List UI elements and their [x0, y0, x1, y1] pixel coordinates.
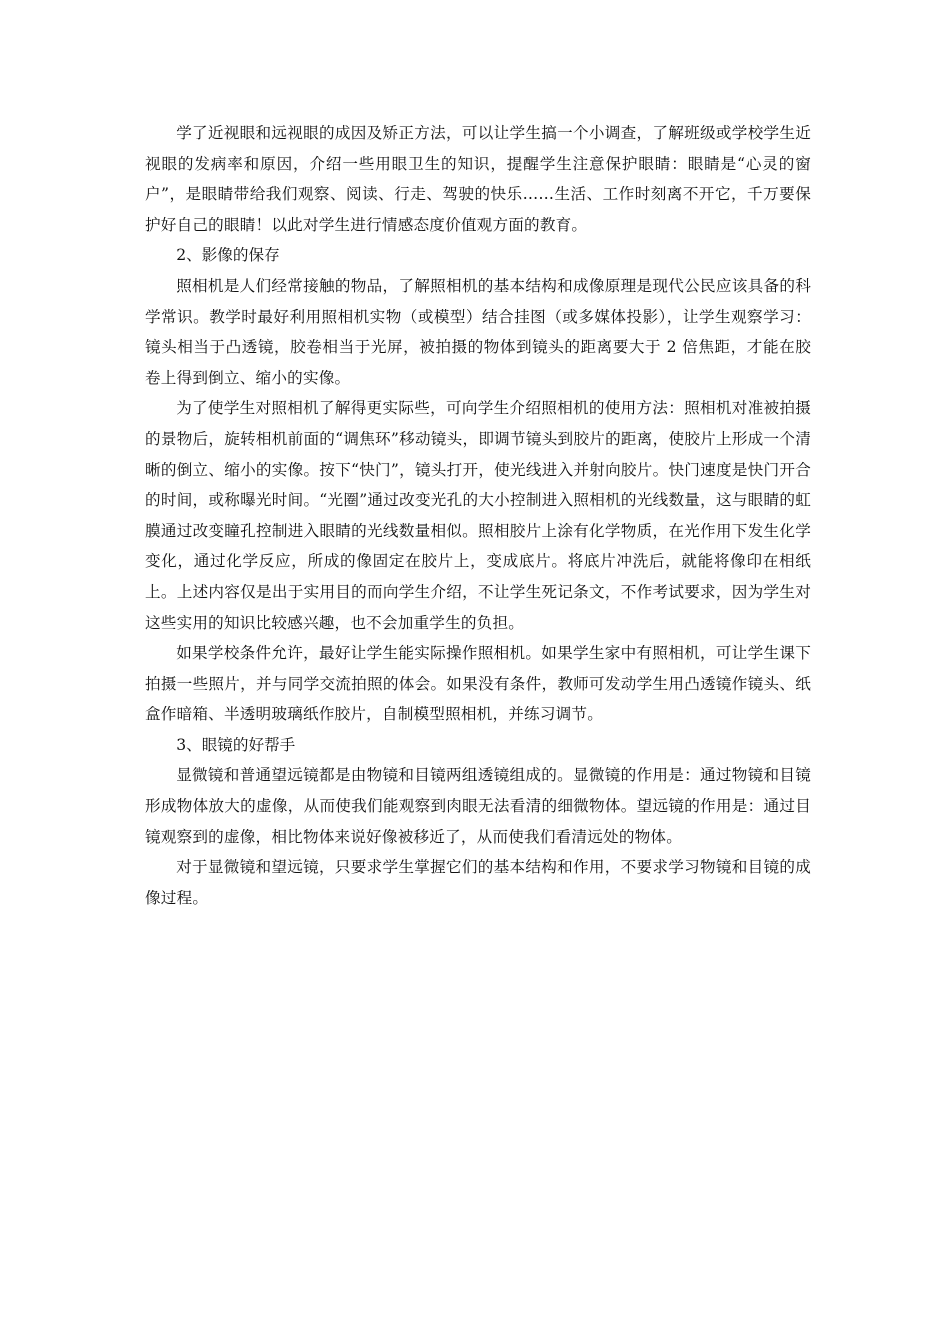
document-page	[145, 118, 811, 913]
section-heading-image-preservation: 2、影像的保存	[176, 246, 280, 265]
paragraph-camera-structure: 照相机是人们经常接触的物品，了解照相机的基本结构和成像原理是现代公民应该具备的科学常识。教学时最好利用照相机实物（或模型）结合挂图（或多媒体投影），让学生观察学习：镜头相当于凸透镜，胶卷相当于光屏，被拍摄的物体到镜头的距离要大于 2 倍焦距，才能在胶卷上得到倒立、缩小的实像。	[145, 276, 811, 387]
paragraph-microscope-telescope: 显微镜和普通望远镜都是由物镜和目镜两组透镜组成的。显微镜的作用是：通过物镜和目镜形成物体放大的虚像，从而使我们能观察到肉眼无法看清的细微物体。望远镜的作用是：通过目镜观察到的虚像，相比物体来说好像被移近了，从而使我们看清远处的物体。	[145, 766, 811, 846]
paragraph-learning-requirements: 对于显微镜和望远镜，只要求学生掌握它们的基本结构和作用，不要求学习物镜和目镜的成像过程。	[145, 858, 811, 907]
paragraph-myopia-survey: 学了近视眼和远视眼的成因及矫正方法，可以让学生搞一个小调查，了解班级或学校学生近视眼的发病率和原因，介绍一些用眼卫生的知识，提醒学生注意保护眼睛：眼睛是“心灵的窗户”，是眼睛带给我们观察、阅读、行走、驾驶的快乐……生活、工作时刻离不开它，千万要保护好自己的眼睛！以此对学生进行情感态度价值观方面的教育。	[145, 124, 811, 234]
paragraph-camera-usage: 为了使学生对照相机了解得更实际些，可向学生介绍照相机的使用方法：照相机对准被拍摄的景物后，旋转相机前面的“调焦环”移动镜头，即调节镜头到胶片的距离，使胶片上形成一个清晰的倒立、缩小的实像。按下“快门”，镜头打开，使光线进入并射向胶片。快门速度是快门开合的时间，或称曝光时间。“光圈”通过改变光孔的大小控制进入照相机的光线数量，这与眼睛的虹膜通过改变瞳孔控制进入眼睛的光线数量相似。照相胶片上涂有化学物质，在光作用下发生化学变化，通过化学反应，所成的像固定在胶片上，变成底片。将底片冲洗后，就能将像印在相纸上。上述内容仅是出于实用目的而向学生介绍，不让学生死记条文，不作考试要求，因为学生对这些实用的知识比较感兴趣，也不会加重学生的负担。	[145, 399, 811, 632]
section-heading-eye-helper: 3、眼镜的好帮手	[176, 735, 296, 754]
paragraph-camera-practice: 如果学校条件允许，最好让学生能实际操作照相机。如果学生家中有照相机，可让学生课下拍摄一些照片，并与同学交流拍照的体会。如果没有条件，教师可发动学生用凸透镜作镜头、纸盒作暗箱、半透明玻璃纸作胶片，自制模型照相机，并练习调节。	[145, 644, 811, 724]
